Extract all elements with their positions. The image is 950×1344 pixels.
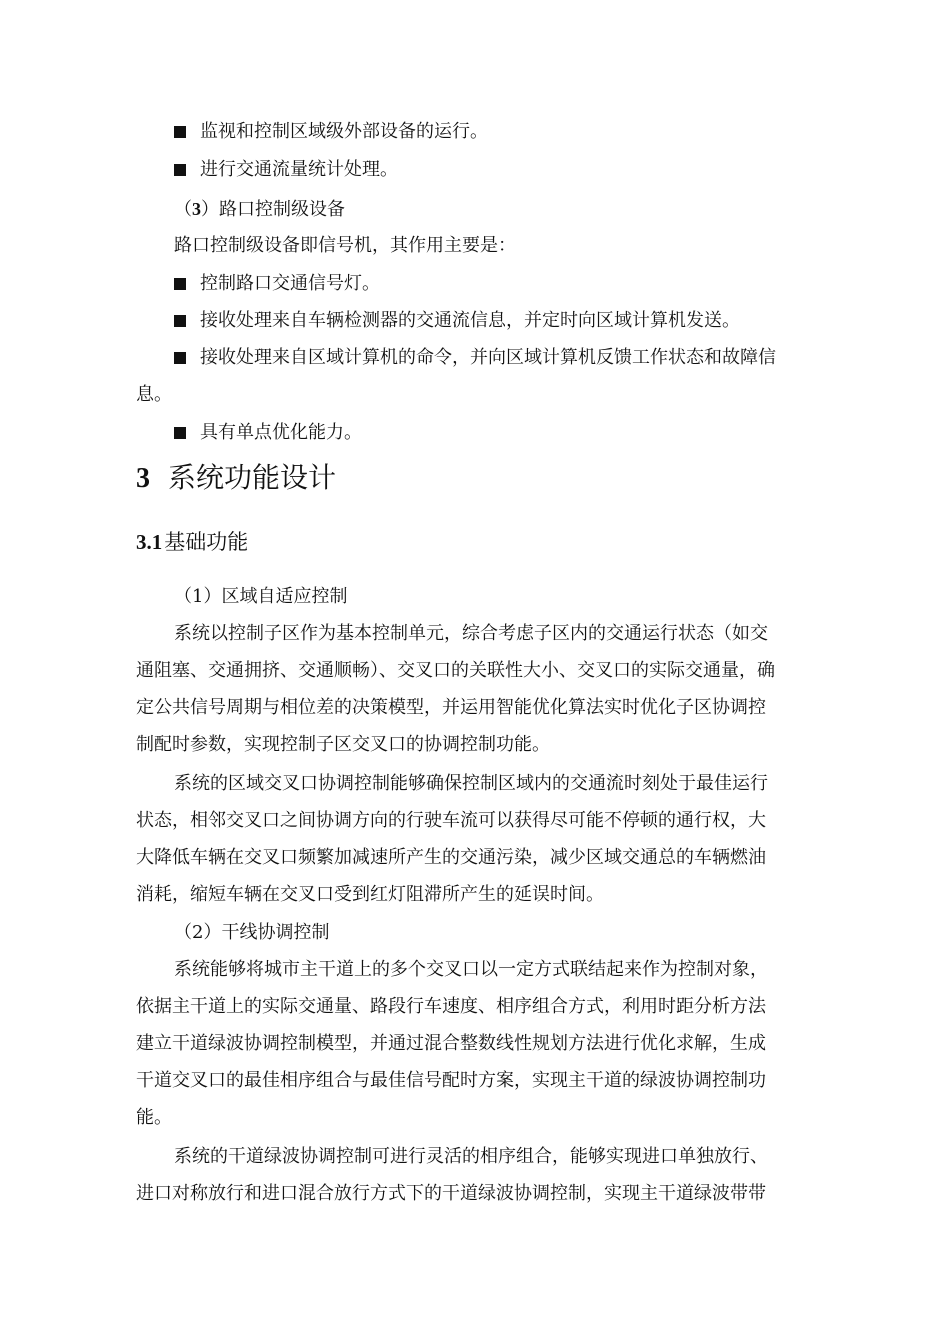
paragraph-line: 系统的区域交叉口协调控制能够确保控制区域内的交通流时刻处于最佳运行: [174, 773, 768, 794]
paragraph-line: 系统的干道绿波协调控制可进行灵活的相序组合，能够实现进口单独放行、: [174, 1146, 768, 1167]
list-item: [174, 158, 398, 182]
list-item-text: 控制路口交通信号灯。: [200, 273, 380, 294]
square-bullet-icon: [174, 315, 186, 327]
list-item-continuation: 息。: [136, 384, 172, 405]
list-item: [174, 120, 488, 144]
paragraph-line: 定公共信号周期与相位差的决策模型，并运用智能优化算法实时优化子区协调控: [136, 697, 766, 718]
list-item-text: 监视和控制区域级外部设备的运行。: [200, 121, 488, 142]
paragraph-line: 建立干道绿波协调控制模型，并通过混合整数线性规划方法进行优化求解，生成: [136, 1033, 766, 1054]
paragraph-line: 状态，相邻交叉口之间协调方向的行驶车流可以获得尽可能不停顿的通行权，大: [136, 810, 766, 831]
square-bullet-icon: [174, 126, 186, 138]
paragraph-line: 系统以控制子区作为基本控制单元，综合考虑子区内的交通运行状态（如交: [174, 623, 768, 644]
subsection-heading: 3.1基础功能: [136, 530, 249, 554]
item-title: （2）干线协调控制: [174, 922, 330, 943]
intro-text: 路口控制级设备即信号机，其作用主要是：: [174, 235, 516, 256]
paragraph-line: 依据主干道上的实际交通量、路段行车速度、相序组合方式，利用时距分析方法: [136, 996, 766, 1017]
square-bullet-icon: [174, 427, 186, 439]
list-item: [174, 346, 776, 370]
list-item: [174, 421, 362, 445]
square-bullet-icon: [174, 164, 186, 176]
paragraph-line: 消耗，缩短车辆在交叉口受到红灯阻滞所产生的延误时间。: [136, 884, 604, 905]
paragraph-line: 能。: [136, 1107, 172, 1128]
list-item: [174, 309, 740, 333]
paragraph-line: 制配时参数，实现控制子区交叉口的协调控制功能。: [136, 734, 550, 755]
paragraph-line: 大降低车辆在交叉口频繁加减速所产生的交通污染，减少区域交通总的车辆燃油: [136, 847, 766, 868]
square-bullet-icon: [174, 352, 186, 364]
item-title: （1）区域自适应控制: [174, 586, 348, 607]
list-item-text: 进行交通流量统计处理。: [200, 159, 398, 180]
square-bullet-icon: [174, 278, 186, 290]
paragraph-line: 通阻塞、交通拥挤、交通顺畅）、交叉口的关联性大小、交叉口的实际交通量，确: [136, 660, 775, 681]
paragraph-line: 系统能够将城市主干道上的多个交叉口以一定方式联结起来作为控制对象，: [174, 959, 768, 980]
list-item: [174, 272, 380, 296]
list-item-text: 接收处理来自车辆检测器的交通流信息，并定时向区域计算机发送。: [200, 310, 740, 331]
list-item-text: 具有单点优化能力。: [200, 422, 362, 443]
paragraph-line: 干道交叉口的最佳相序组合与最佳信号配时方案，实现主干道的绿波协调控制功: [136, 1070, 766, 1091]
paragraph-line: 进口对称放行和进口混合放行方式下的干道绿波协调控制，实现主干道绿波带带: [136, 1183, 766, 1204]
subsection-title: （3）路口控制级设备: [174, 199, 345, 220]
list-item-text: 接收处理来自区域计算机的命令，并向区域计算机反馈工作状态和故障信: [200, 347, 776, 368]
section-heading: 3 系统功能设计: [136, 461, 337, 494]
